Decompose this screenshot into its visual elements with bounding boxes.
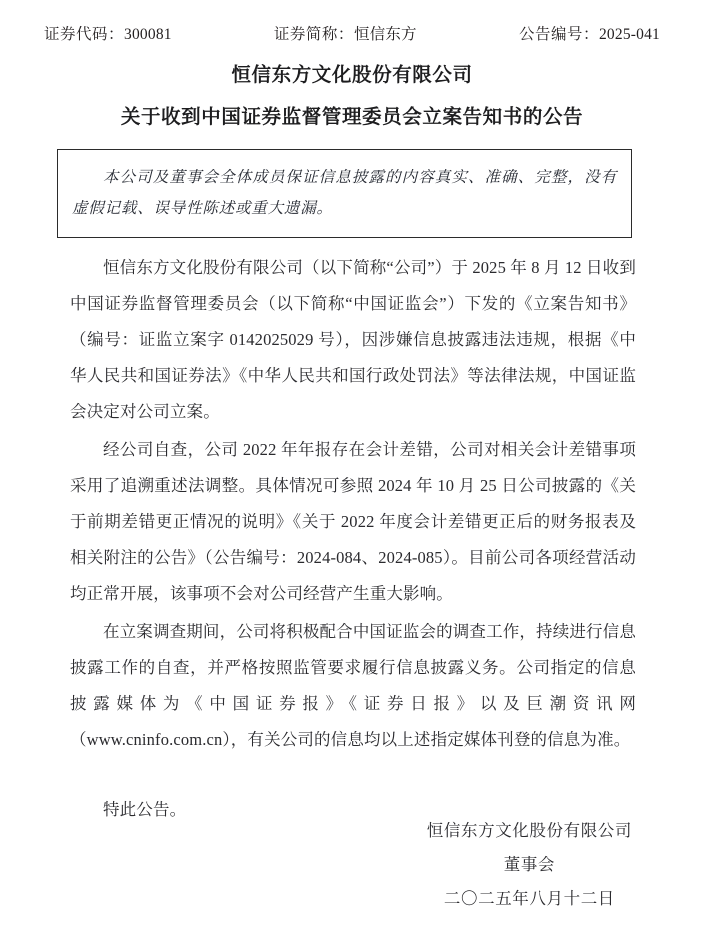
stock-name [274,22,417,44]
disclaimer-box [57,149,632,238]
company-title: 恒信东方文化股份有限公司 [231,64,473,86]
stock-code-label: 证券代码： [44,26,125,43]
closing-statement: 特此公告。 [103,800,187,819]
title-block [0,62,704,130]
body-paragraph-3: 在立案调查期间，公司将积极配合中国证监会的调查工作，持续进行信息披露工作的自查，并严格按照监管要求履行信息披露义务。公司指定的信息披露媒体为《中国证券报》《证券日报》以及巨潮资讯网（www.cninfo.com.cn），有关公司的信息均以上述指定媒体刊登的信息为准。 [70,622,636,749]
signature-date: 二〇二五年八月十二日 [443,889,615,908]
announcement-number-value: 2025-041 [598,26,660,43]
signature-company: 恒信东方文化股份有限公司 [426,821,632,840]
stock-code-value: 300081 [124,26,172,43]
signature-issuer: 董事会 [503,855,556,874]
stock-code [44,22,172,44]
announcement-number-label: 公告编号： [518,26,599,43]
announcement-number [519,22,660,44]
body-paragraph-1: 恒信东方文化股份有限公司（以下简称“公司”）于 2025 年 8 月 12 日收到中国证券监督管理委员会（以下简称“中国证监会”）下发的《立案告知书》（编号：证监立案字 0142025029 号），因涉嫌信息披露违法违规，根据《中华人民共和国证券法》《中华人民共和国行政处罚法》等法律法规，中国证监会决定对公司立案。 [70,258,636,421]
signature-block [427,814,632,916]
document-body [70,250,636,830]
announcement-title: 关于收到中国证券监督管理委员会立案告知书的公告 [120,106,584,128]
stock-name-value: 恒信东方 [353,26,417,43]
body-paragraph-2: 经公司自查，公司 2022 年年报存在会计差错，公司对相关会计差错事项采用了追溯重述法调整。具体情况可参照 2024 年 10 月 25 日公司披露的《关于前期差错更正情况的说明》《关于 2022 年度会计差错更正后的财务报表及相关附注的公告》（公告编号：2024-084、2024-085）。目前公司各项经营活动均正常开展，该事项不会对公司经营产生重大影响。 [70,440,636,603]
document-header-meta [44,22,660,44]
disclaimer-text: 本公司及董事会全体成员保证信息披露的内容真实、准确、完整，没有虚假记载、误导性陈述或重大遗漏。 [72,169,617,217]
stock-name-label: 证券简称： [273,26,354,43]
